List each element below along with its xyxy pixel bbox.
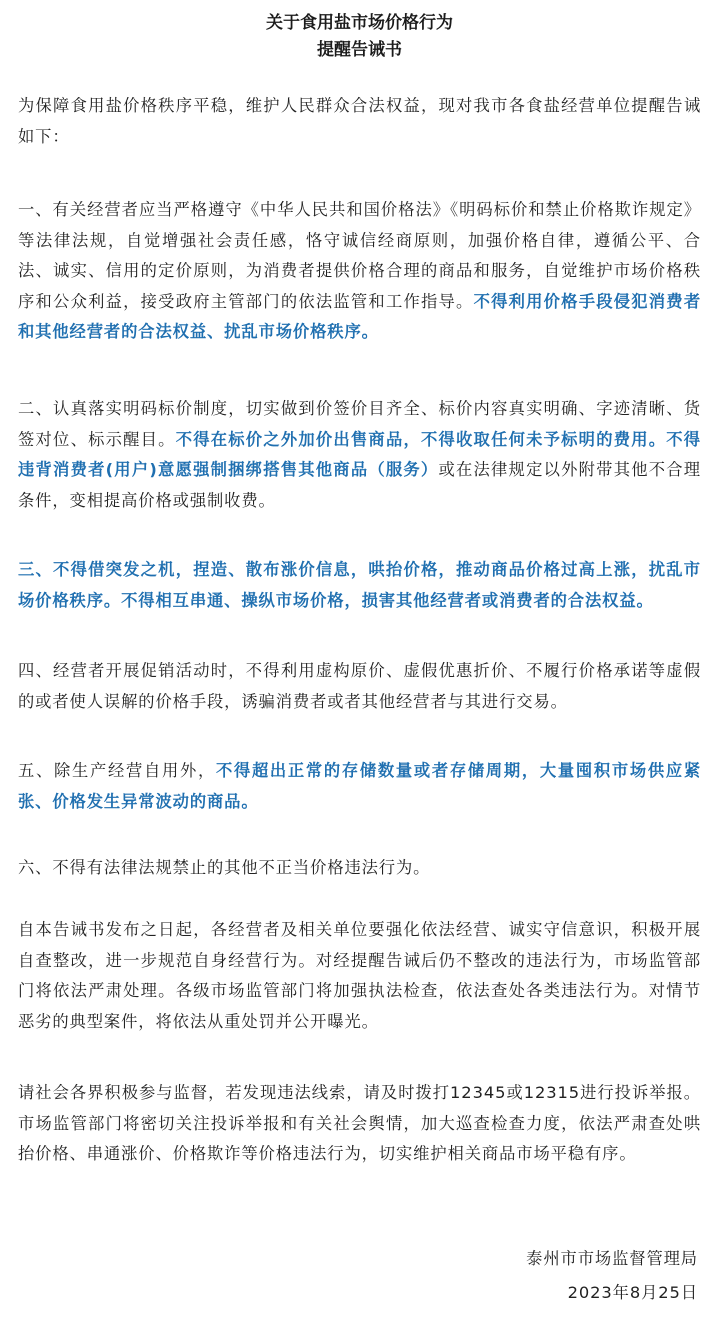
item-1-paragraph [18, 195, 701, 348]
title-line-1: 关于食用盐市场价格行为 [266, 13, 453, 33]
item-2-paragraph [18, 394, 701, 516]
item-5-paragraph [18, 756, 701, 817]
closing-paragraph-1: 自本告诫书发布之日起，各经营者及相关单位要强化依法经营、诚实守信意识，积极开展自查整改，进一步规范自身经营行为。对经提醒告诫后仍不整改的违法行为，市场监管部门将依法严肃处理。各级市场监管部门将加强执法检查，依法查处各类违法行为。对情节恶劣的典型案件，将依法从重处罚并公开曝光。 [18, 920, 701, 1031]
item-5-text: 五、除生产经营自用外， [18, 761, 216, 780]
item-6-paragraph: 六、不得有法律法规禁止的其他不正当价格违法行为。 [18, 858, 431, 877]
item-2-text-a: 二、认真落实明码标价制度，切实做到价签价目齐全、标价内容真实明确、字迹清晰、货签对位、标示醒目。 [18, 399, 701, 449]
item-2-text-b: 或在法律规定以外附带其他不合理条件，变相提高价格或强制收费。 [18, 460, 701, 510]
item-3-prefix: 三、 [18, 560, 54, 579]
item-1-text: 一、有关经营者应当严格遵守《中华人民共和国价格法》《明码标价和禁止价格欺诈规定》等法律法规，自觉增强社会责任感，恪守诚信经商原则，加强价格自律，遵循公平、合法、诚实、信用的定价原则，为消费者提供价格合理的商品和服务，自觉维护市场价格秩序和公众利益，接受政府主管部门的依法监管和工作指导。 [18, 200, 701, 311]
item-4-paragraph: 四、经营者开展促销活动时，不得利用虚构原价、虚假优惠折价、不履行价格承诺等虚假的或者使人误解的价格手段，诱骗消费者或者其他经营者与其进行交易。 [18, 661, 701, 711]
intro-paragraph: 为保障食用盐价格秩序平稳，维护人民群众合法权益，现对我市各食盐经营单位提醒告诫如下： [18, 96, 701, 146]
closing-paragraph-2: 请社会各界积极参与监督，若发现违法线索，请及时拨打12345或12315进行投诉举报。市场监管部门将密切关注投诉举报和有关社会舆情，加大巡查检查力度，依法严肃查处哄抬价格、串通涨价、价格欺诈等价格违法行为，切实维护相关商品市场平稳有序。 [18, 1083, 701, 1163]
item-5-highlight: 不得超出正常的存储数量或者存储周期，大量囤积市场供应紧张、价格发生异常波动的商品。 [18, 761, 701, 811]
item-3-highlight: 不得借突发之机，捏造、散布涨价信息，哄抬价格，推动商品价格过高上涨，扰乱市场价格秩序。不得相互串通、操纵市场价格，损害其他经营者或消费者的合法权益。 [18, 560, 701, 610]
document-title [18, 0, 701, 64]
signature-date: 2023年8月25日 [567, 1283, 698, 1302]
title-line-2: 提醒告诫书 [317, 40, 402, 60]
item-3-paragraph [18, 555, 701, 616]
item-1-highlight: 不得利用价格手段侵犯消费者和其他经营者的合法权益、扰乱市场价格秩序。 [18, 291, 702, 341]
signature-organization: 泰州市市场监督管理局 [526, 1249, 698, 1268]
item-2-highlight: 不得在标价之外加价出售商品，不得收取任何未予标明的费用。不得违背消费者(用户)意愿强制捆绑搭售其他商品（服务） [18, 429, 701, 479]
